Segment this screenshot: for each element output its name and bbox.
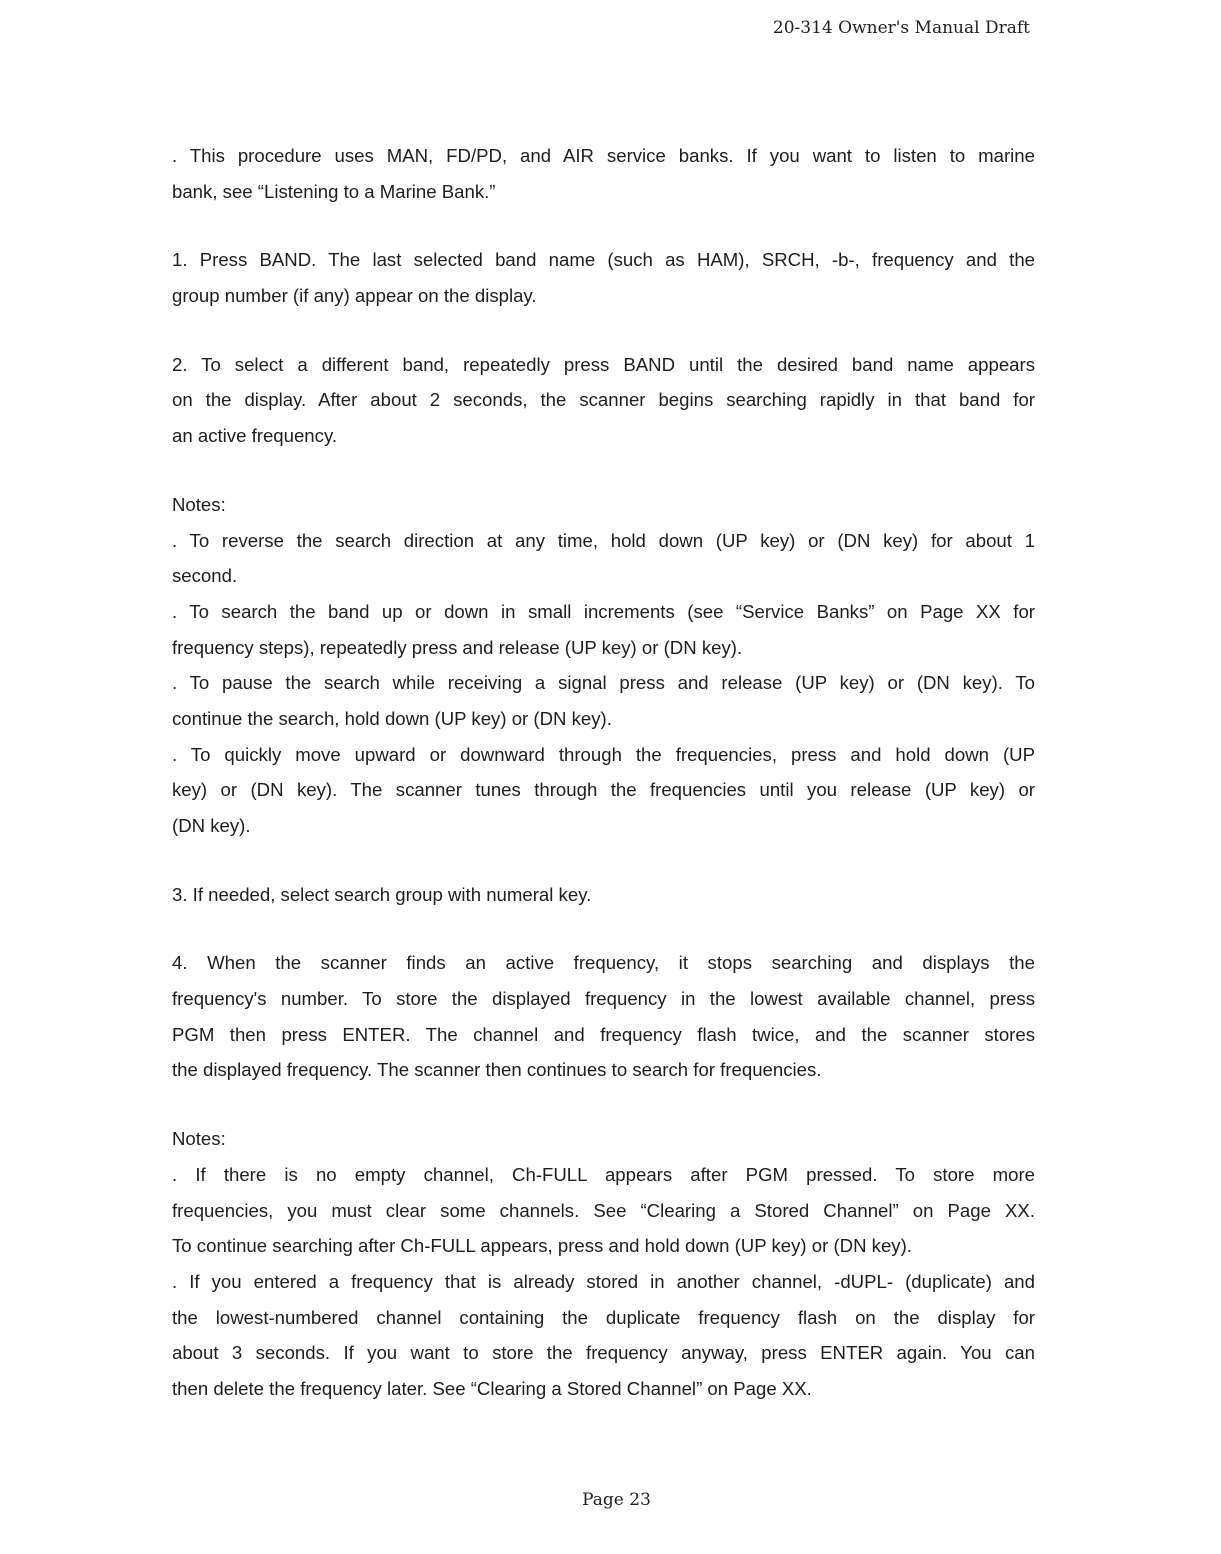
text-line: the lowest-numbered channel containing the duplicate frequency flash on the display for [172, 1306, 1035, 1328]
page-number: Page 23 [582, 1490, 651, 1510]
text-line: (DN key). [172, 815, 251, 836]
paragraph [172, 665, 1035, 736]
text-line: then delete the frequency later. See “Clearing a Stored Channel” on Page XX. [172, 1377, 812, 1399]
paragraph [172, 347, 1035, 454]
text-line: continue the search, hold down (UP key) or (DN key). [172, 707, 612, 729]
text-line: . This procedure uses MAN, FD/PD, and AIR service banks. If you want to listen to marine [172, 145, 1035, 166]
paragraph [172, 594, 1035, 665]
text-line: frequency steps), repeatedly press and release (UP key) or (DN key). [172, 636, 743, 658]
text-line: To continue searching after Ch-FULL appears, press and hold down (UP key) or (DN key). [172, 1235, 912, 1257]
text-line: . To quickly move upward or downward through the frequencies, press and hold down (UP [172, 743, 1035, 765]
text-line: second. [172, 565, 238, 587]
text-line: . To search the band up or down in small increments (see “Service Banks” on Page XX for [172, 600, 1035, 622]
text-line: PGM then press ENTER. The channel and frequency flash twice, and the scanner stores [172, 1023, 1035, 1045]
paragraph [172, 1157, 1035, 1264]
text-line: 2. To select a different band, repeatedly press BAND until the desired band name appears [172, 353, 1035, 375]
text-line: 4. When the scanner finds an active frequency, it stops searching and displays the [172, 952, 1035, 974]
text-line: on the display. After about 2 seconds, the scanner begins searching rapidly in that band for [172, 389, 1035, 411]
text-line: . If you entered a frequency that is already stored in another channel, -dUPL- (duplicate) and [172, 1270, 1035, 1292]
running-header: 20-314 Owner's Manual Draft [772, 18, 1030, 38]
text-line: Notes: [172, 1128, 226, 1150]
paragraph [172, 945, 1035, 1088]
text-line: . To pause the search while receiving a signal press and release (UP key) or (DN key). To [172, 672, 1035, 694]
text-line: about 3 seconds. If you want to store the frequency anyway, press ENTER again. You can [172, 1342, 1035, 1364]
text-line: Notes: [172, 493, 226, 515]
paragraph [172, 523, 1035, 594]
text-line: the displayed frequency. The scanner then continues to search for frequencies. [172, 1059, 822, 1081]
text-line: group number (if any) appear on the display. [172, 285, 537, 307]
text-line: frequency's number. To store the displayed frequency in the lowest available channel, press [172, 988, 1035, 1010]
paragraph [172, 138, 1035, 209]
paragraph [172, 487, 1035, 523]
text-line: . To reverse the search direction at any time, hold down (UP key) or (DN key) for about 1 [172, 529, 1035, 551]
paragraph [172, 1264, 1035, 1407]
text-line: bank, see “Listening to a Marine Bank.” [172, 180, 496, 202]
text-line: 3. If needed, select search group with numeral key. [172, 883, 592, 905]
text-line: 1. Press BAND. The last selected band name (such as HAM), SRCH, -b-, frequency and the [172, 249, 1035, 271]
paragraph [172, 877, 1035, 913]
document-body [172, 138, 1035, 1440]
text-line: . If there is no empty channel, Ch-FULL appears after PGM pressed. To store more [172, 1163, 1035, 1185]
text-line: key) or (DN key). The scanner tunes through the frequencies until you release (UP key) or [172, 779, 1035, 801]
paragraph [172, 242, 1035, 313]
text-line: frequencies, you must clear some channels. See “Clearing a Stored Channel” on Page XX. [172, 1199, 1035, 1221]
text-line: an active frequency. [172, 425, 338, 447]
paragraph [172, 737, 1035, 844]
paragraph [172, 1121, 1035, 1157]
